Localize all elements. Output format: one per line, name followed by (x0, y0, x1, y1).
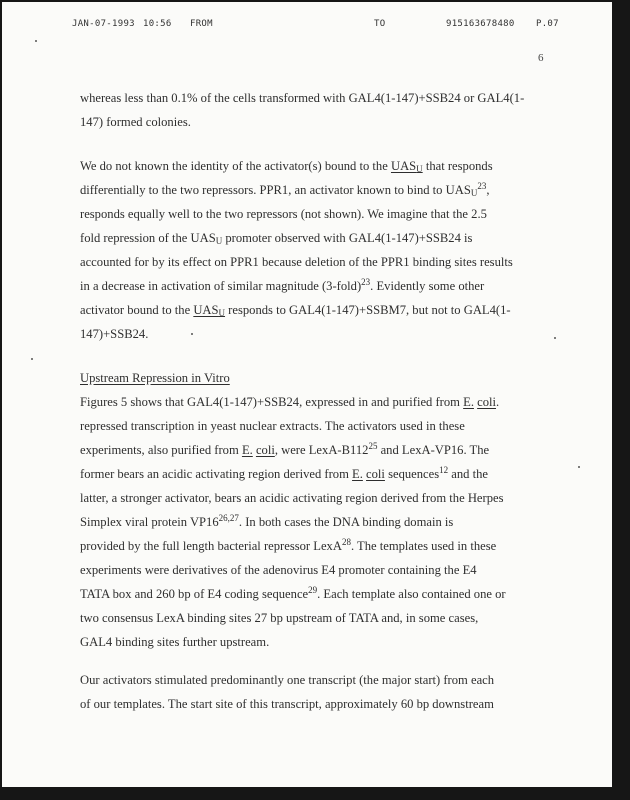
citation: 29 (308, 585, 318, 595)
text-line: two consensus LexA binding sites 27 bp upstream of TATA and, in some cases, (80, 611, 479, 625)
scan-speck (191, 333, 193, 335)
citation: 25 (368, 441, 378, 451)
scan-speck (31, 358, 33, 360)
page-number: 6 (538, 52, 544, 64)
text-line: GAL4 binding sites further upstream. (80, 635, 270, 649)
paragraph-3 (80, 390, 560, 654)
scan-speck (578, 466, 580, 468)
citation: 28 (341, 537, 351, 547)
text-line: former bears an acidic activating region derived from E. coli sequences$^{12}$ and the (80, 465, 489, 481)
text-line: We do not known the identity of the activator(s) bound to the $UAS_U$ that responds (80, 159, 493, 174)
fax-page: P.07 (536, 19, 559, 29)
text-line: experiments were derivatives of the adenovirus E4 promoter containing the E4 (80, 563, 477, 577)
text-line: 147)+SSB24. (80, 327, 149, 341)
text-line: 147) formed colonies. (80, 115, 191, 129)
text-line: experiments, also purified from E. coli, were LexA-$B112^{25}$ and LexA-VP16. The (80, 441, 490, 457)
uas-term: $UAS_U$ (390, 159, 423, 174)
text-line: whereas less than 0.1% of the cells transformed with GAL4(1-147)+SSB24 or GAL4(1- (80, 91, 525, 105)
citation: 26,27 (218, 513, 239, 523)
fax-to-label: TO (374, 19, 386, 29)
text-line: fold repression of the $UAS_U$ promoter observed with GAL4(1-147)+SSB24 is (80, 231, 473, 246)
text-line: activator bound to the $UAS_U$ responds to GAL4(1-147)+SSBM7, but not to GAL4(1- (80, 303, 511, 318)
text-line: Our activators stimulated predominantly one transcript (the major start) from each (80, 673, 495, 687)
section-heading-block (80, 366, 560, 390)
fax-date: JAN-07-1993 (72, 19, 135, 29)
text-line: repressed transcription in yeast nuclear extracts. The activators used in these (80, 419, 465, 433)
text-line: Figures 5 shows that GAL4(1-147)+SSB24, expressed in and purified from E. coli. (80, 395, 500, 409)
scan-speck (554, 337, 556, 339)
paragraph-1 (80, 86, 560, 134)
paragraph-2 (80, 154, 560, 346)
fax-time: 10:56 (143, 19, 172, 29)
text-line: of our templates. The start site of this transcript, approximately 60 bp downstream (80, 697, 494, 711)
scan-speck (35, 40, 37, 42)
text-line: in a decrease in activation of similar magnitude (3-fold)$^{23}$. Evidently some other (80, 277, 485, 293)
text-line: responds equally well to the two repressors (not shown). We imagine that the 2.5 (80, 207, 487, 221)
fax-from-label: FROM (190, 19, 213, 29)
section-heading: Upstream Repression in Vitro (80, 371, 230, 385)
fax-number: 915163678480 (446, 19, 515, 29)
text-line: latter, a stronger activator, bears an acidic activating region derived from the Herpes (80, 491, 504, 505)
document-page (2, 2, 612, 787)
text-line: accounted for by its effect on PPR1 because deletion of the PPR1 binding sites results (80, 255, 513, 269)
text-line: differentially to the two repressors. PPR1, an activator known to bind to $UAS_U^{23}$, (80, 181, 490, 198)
paragraph-4 (80, 668, 560, 716)
text-line: provided by the full length bacterial repressor LexA$^{28}$. The templates used in these (80, 537, 497, 553)
citation: 23 (477, 181, 487, 191)
citation: 12 (439, 465, 449, 475)
text-line: TATA box and 260 bp of E4 coding sequence$^{29}$. Each template also contained one or (80, 585, 506, 601)
uas-term: $UAS_U$ (193, 303, 226, 318)
text-line: Simplex viral protein VP16$^{26,27}$. In both cases the DNA binding domain is (80, 513, 454, 529)
citation: 23 (361, 277, 371, 287)
